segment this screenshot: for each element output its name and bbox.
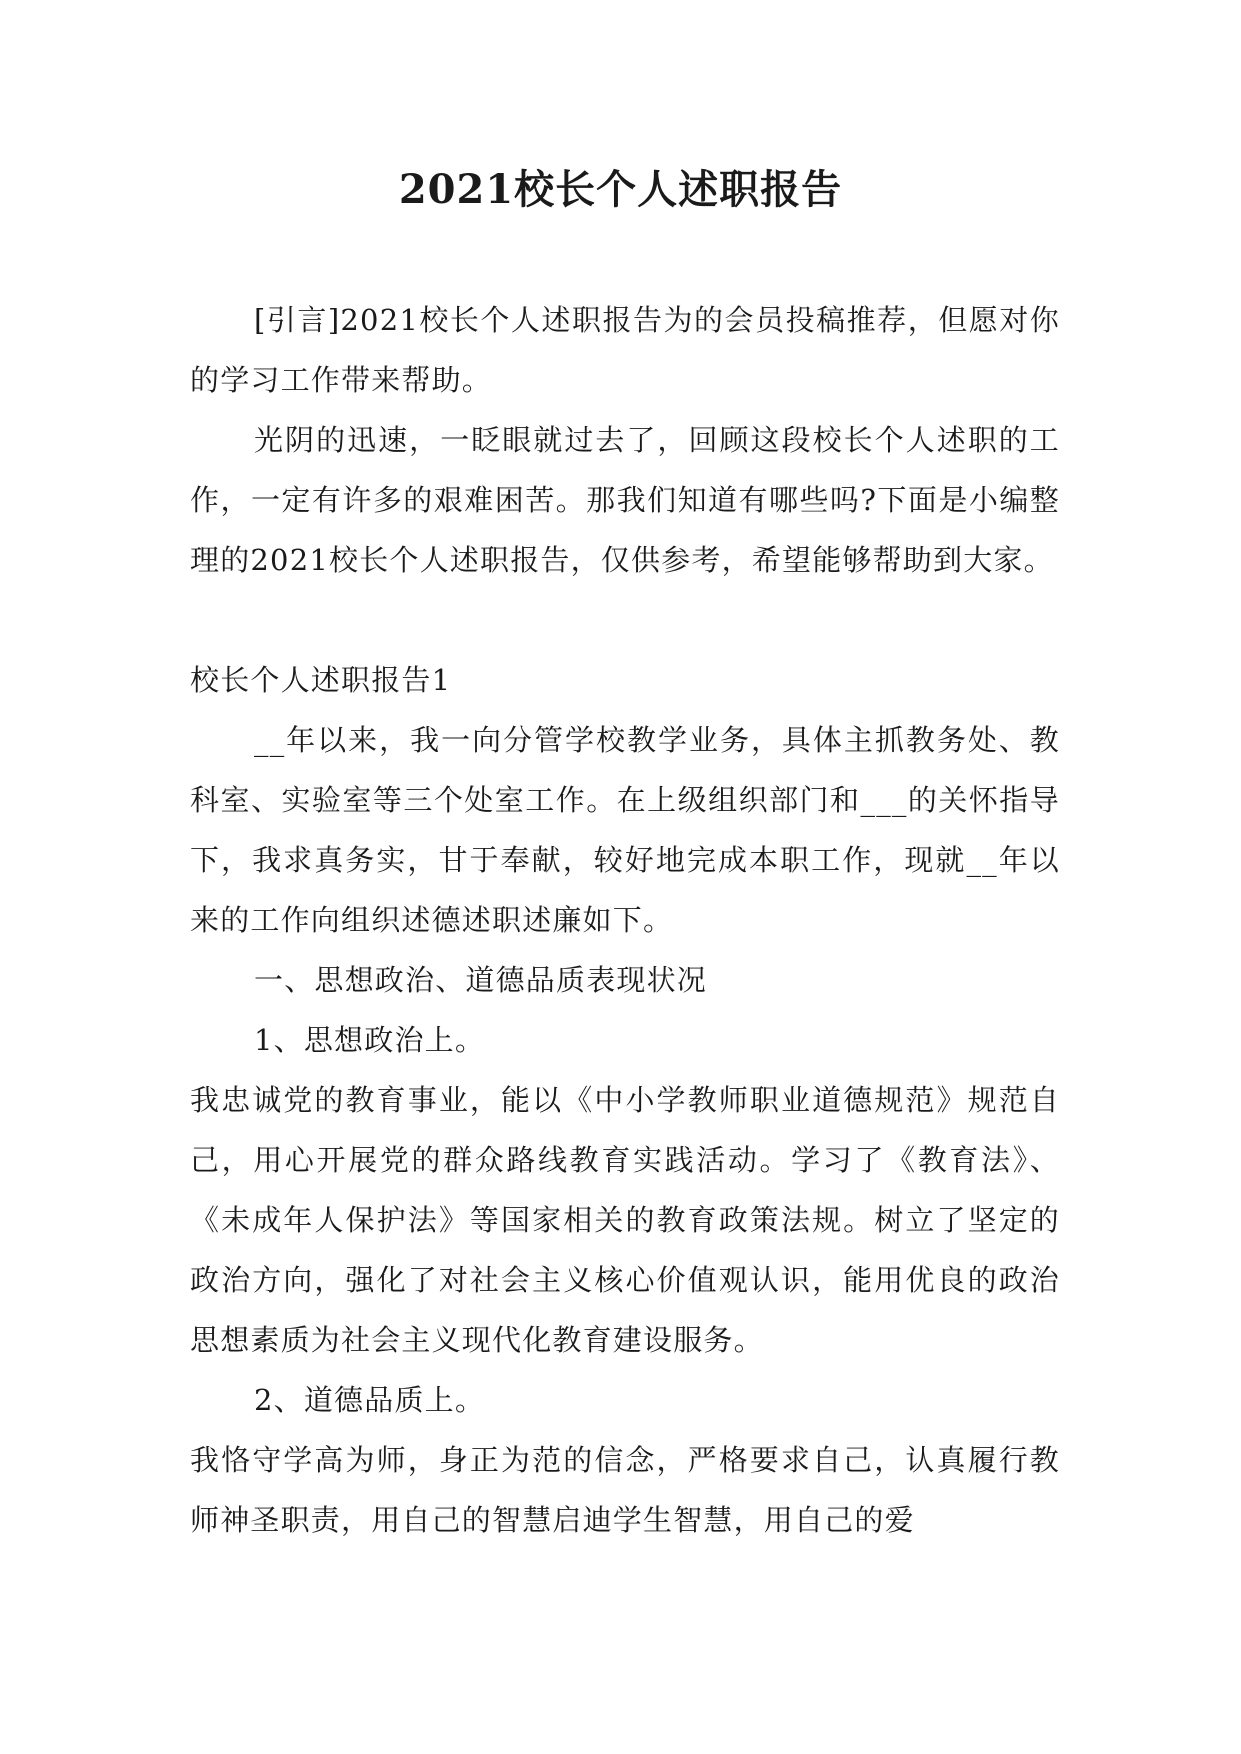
- document-body: [190, 290, 1060, 1550]
- paragraph: 我恪守学高为师，身正为范的信念，严格要求自己，认真履行教师神圣职责，用自己的智慧启迪学生智慧，用自己的爱: [190, 1443, 1060, 1537]
- paragraph: 我忠诚党的教育事业，能以《中小学教师职业道德规范》规范自己，用心开展党的群众路线教育实践活动。学习了《教育法》、《未成年人保护法》等国家相关的教育政策法规。树立了坚定的政治方向，强化了对社会主义核心价值观认识，能用优良的政治思想素质为社会主义现代化教育建设服务。: [190, 1083, 1060, 1357]
- paragraph: 一、思想政治、道德品质表现状况: [254, 963, 708, 997]
- document-title: 2021校长个人述职报告: [398, 166, 843, 213]
- paragraph: 光阴的迅速，一眨眼就过去了，回顾这段校长个人述职的工作，一定有许多的艰难困苦。那我们知道有哪些吗?下面是小编整理的2021校长个人述职报告，仅供参考，希望能够帮助到大家。: [190, 423, 1060, 577]
- paragraph: __年以来，我一向分管学校教学业务，具体主抓教务处、教科室、实验室等三个处室工作。在上级组织部门和___的关怀指导下，我求真务实，甘于奉献，较好地完成本职工作，现就__年以来的工作向组织述德述职述廉如下。: [190, 723, 1060, 937]
- paragraph: [引言]2021校长个人述职报告为的会员投稿推荐，但愿对你的学习工作带来帮助。: [190, 303, 1060, 397]
- paragraph: 2、道德品质上。: [254, 1383, 486, 1417]
- paragraph: 校长个人述职报告1: [190, 663, 452, 697]
- paragraph: 1、思想政治上。: [254, 1023, 486, 1057]
